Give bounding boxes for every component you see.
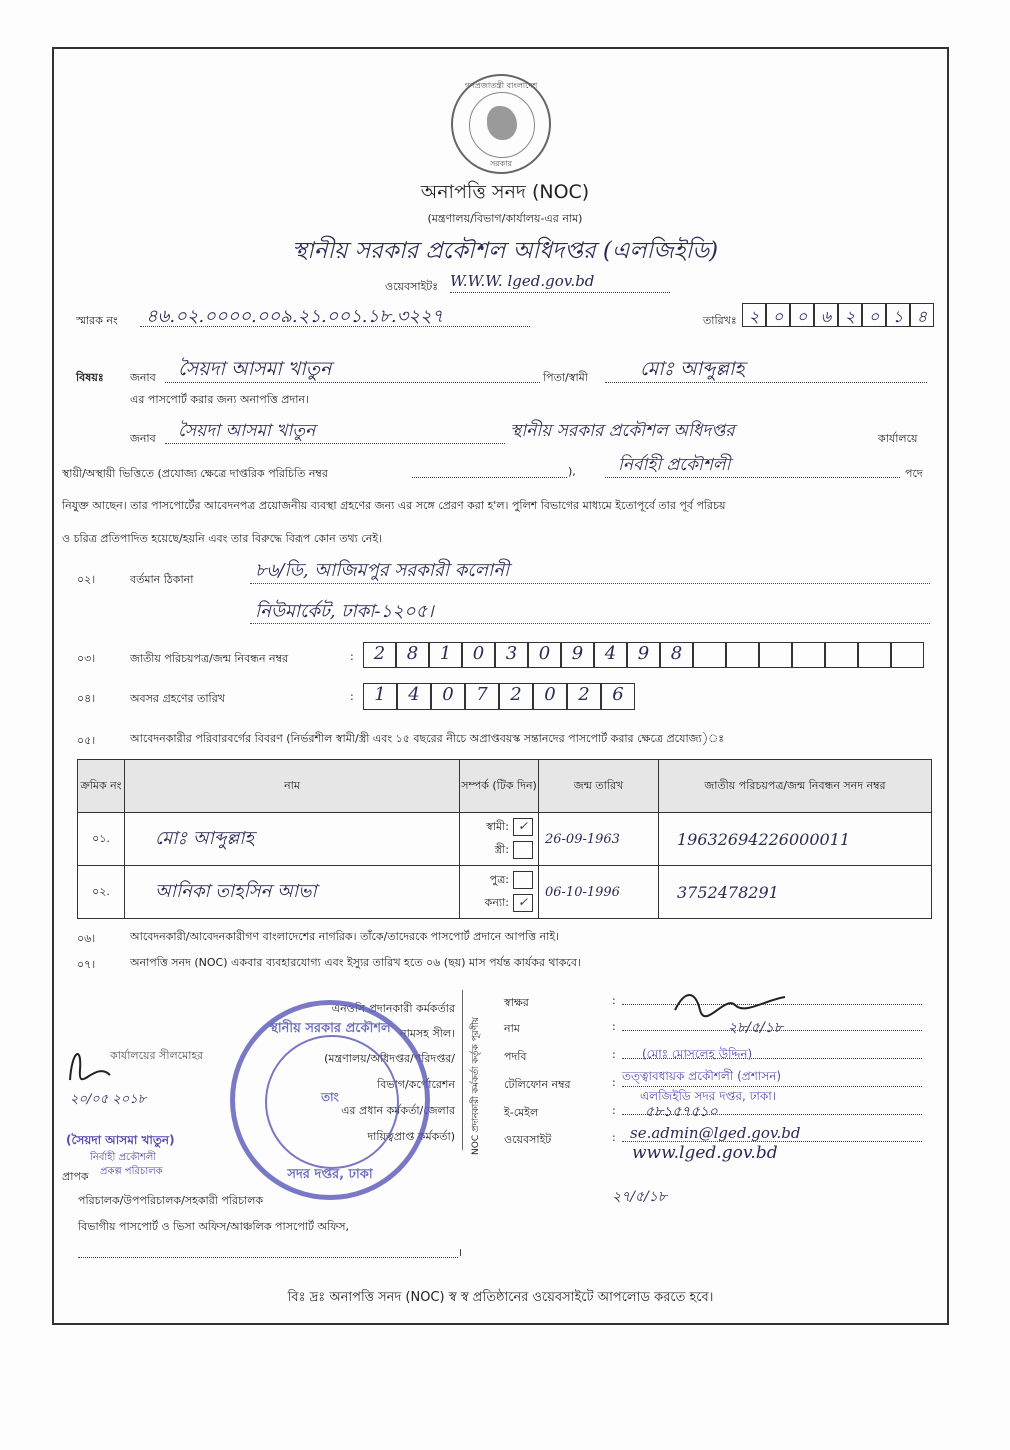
subject-label: বিষয়ঃ [76, 371, 104, 384]
nid-digit: 9 [627, 642, 660, 668]
document-subtitle: (মন্ত্রণালয়/বিভাগ/কার্যালয়-এর নাম) [427, 212, 583, 225]
family-table [77, 759, 932, 919]
table-row [78, 813, 932, 866]
retirement-date-boxes [363, 683, 635, 710]
row-dob: 26-09-1963 [539, 813, 659, 866]
item-07-label: অনাপত্তি সনদ (NOC) একবার ব্যবহারযোগ্য এবং ইস্যুর তারিখ হতে ০৬ (ছয়) মাস পর্যন্ত কার্যকর থাকবে। [130, 956, 581, 969]
issuer-line-3: (মন্ত্রণালয়/অধিদপ্তর/পরিদপ্তর/ [324, 1052, 455, 1065]
nid-digit [726, 642, 759, 668]
office-seal-label: কার্যালয়ের সীলমোহর [110, 1049, 204, 1062]
issuer-line-5: এর প্রধান কর্মকর্তা/জেলার [341, 1104, 455, 1117]
row-relation [460, 866, 539, 919]
website-label: ওয়েবসাইটঃ [385, 280, 439, 293]
field-signature-label: স্বাক্ষর [504, 996, 529, 1009]
address-line-1: ৮৬/ডি, আজিমপুর সরকারী কলোনী [255, 560, 510, 581]
header-nid: জাতীয় পরিচয়পত্র/জন্ম নিবন্ধন সনদ নম্বর [659, 760, 932, 813]
address-line-1-dots [250, 583, 930, 584]
body-office: স্থানীয় সরকার প্রকৌশল অধিদপ্তর [510, 421, 735, 441]
date-digit: ০ [862, 303, 886, 327]
nid-digit [891, 642, 924, 668]
family-table-header [78, 760, 932, 813]
nid-digit: 0 [528, 642, 561, 668]
date-digit: ০ [766, 303, 790, 327]
row-serial: ০১. [78, 813, 125, 866]
relation-son-checkbox[interactable] [513, 871, 533, 889]
recipient-label: প্রাপক [62, 1170, 89, 1183]
issuer-name-stamp: (মোঃ মোসলেহ উদ্দিন) [642, 1047, 753, 1061]
post-label: পদে [905, 467, 923, 480]
website-value: W.W.W. lged.gov.bd [450, 272, 595, 290]
item-02-label: বর্তমান ঠিকানা [130, 573, 194, 586]
document-title: অনাপত্তি সনদ (NOC) [420, 181, 590, 203]
retire-digit: 2 [499, 683, 533, 710]
header-serial: ক্রমিক নং [78, 760, 125, 813]
date-digit: ১ [886, 303, 910, 327]
address-line-2: নিউমার্কেট, ঢাকা-১২০৫। [255, 601, 434, 622]
date-label: তারিখঃ [703, 314, 737, 327]
applicant-designation-stamp: নির্বাহী প্রকৌশলী [90, 1152, 157, 1163]
relation-wife-label: স্ত্রী: [494, 843, 509, 856]
nid-digit: 1 [429, 642, 462, 668]
subject-name-line [165, 382, 540, 383]
item-04-label: অবসর গ্রহণের তারিখ [130, 692, 225, 705]
field-colon: : [612, 1104, 616, 1117]
field-colon: : [612, 994, 616, 1007]
item-05-label: আবেদনকারীর পরিবারবর্গের বিবরণ (নির্ভরশীল স্বামী/স্ত্রী এবং ১৫ বছরের নীচে অপ্রাপ্তবয়স্ক সন্তানদের পাসপোর্ট করার ক্ষেত্রে প্রযোজ্য)ঃ [130, 732, 725, 745]
issuer-divider [462, 990, 463, 1150]
row-name: আনিকা তাহসিন আভা [125, 866, 460, 919]
row-nid: 3752478291 [659, 866, 932, 919]
father-line [605, 382, 927, 383]
row-serial: ০২. [78, 866, 125, 919]
date-digit: ০ [790, 303, 814, 327]
row-dob: 06-10-1996 [539, 866, 659, 919]
stamp-center-text: তাং [321, 1090, 339, 1104]
address-line-2-dots [250, 623, 930, 624]
office-name: স্থানীয় সরকার প্রকৌশল অধিদপ্তর (এলজিইডি) [291, 238, 719, 264]
issuer-email: se.admin@lged.gov.bd [630, 1124, 801, 1142]
recipient-line-end: । [458, 1246, 463, 1259]
handwritten-note: ২৭/৫/১৮ [612, 1189, 667, 1205]
item-06-label: আবেদনকারী/আবেদনকারীগণ বাংলাদেশের নাগরিক। তাঁকে/তাদেরকে পাসপোর্ট প্রদানে আপত্তি নাই। [130, 930, 560, 943]
nid-digit: 9 [561, 642, 594, 668]
row-relation [460, 813, 539, 866]
footer-note: বিঃ দ্রঃ অনাপত্তি সনদ (NOC) স্ব স্ব প্রতিষ্ঠানের ওয়েবসাইটে আপলোড করতে হবে। [287, 1290, 714, 1305]
body-name-line [165, 443, 505, 444]
paren-close: ), [568, 465, 576, 478]
government-seal [451, 74, 551, 174]
memo-number: ৪৬.০২.০০০০.০০৯.২১.০০১.১৮.৩২২৭ [146, 306, 444, 327]
employment-basis: স্থায়ী/অস্থায়ী ভিত্তিতে (প্রযোজ্য ক্ষেত্রে দাপ্তরিক পরিচিতি নম্বর [62, 467, 328, 480]
relation-husband-checkbox[interactable]: ✓ [513, 818, 533, 836]
office-suffix: কার্যালয়ে [878, 432, 918, 445]
field-designation-label: পদবি [504, 1050, 527, 1063]
field-colon: : [612, 1076, 616, 1089]
date-digit: ২ [742, 303, 766, 327]
field-email-label: ই-মেইল [504, 1106, 539, 1119]
field-website-label: ওয়েবসাইট [504, 1133, 552, 1146]
retire-digit: 2 [567, 683, 601, 710]
item-03-number: ০৩। [77, 652, 96, 665]
seal-bottom-text: সরকার [489, 159, 512, 168]
official-round-stamp [230, 1000, 430, 1200]
header-dob: জন্ম তারিখ [539, 760, 659, 813]
item-03-label: জাতীয় পরিচয়পত্র/জন্ম নিবন্ধন নম্বর [130, 652, 289, 665]
date-boxes [742, 303, 934, 327]
stamp-bottom-text: সদর দপ্তর, ঢাকা [287, 1167, 373, 1182]
relation-wife-checkbox[interactable] [513, 841, 533, 859]
date-digit: ২ [838, 303, 862, 327]
table-row [78, 866, 932, 919]
retire-digit: 4 [397, 683, 431, 710]
id-number-line [412, 477, 567, 478]
recipient-line-1: পরিচালক/উপপরিচালক/সহকারী পরিচালক [78, 1194, 264, 1207]
father-label: পিতা/স্বামী [543, 371, 588, 384]
item-04-number: ০৪। [77, 692, 96, 705]
relation-daughter-label: কন্যা: [484, 896, 509, 909]
issuer-line-2: নামসহ সীল। [400, 1027, 455, 1040]
subject-name: সৈয়দা আসমা খাতুন [178, 358, 332, 380]
field-colon: : [612, 1020, 616, 1033]
designation: নির্বাহী প্রকৌশলী [618, 455, 731, 475]
body-line3: নিযুক্ত আছেন। তার পাসপোর্টের আবেদনপত্র প্রয়োজনীয় ব্যবস্থা গ্রহণের জন্য এর সঙ্গে প্রেরণ করা হ'ল। পুলিশ বিভাগের মাধ্যমে ইতোপূর্বে তার পূর্ব পরিচয় [62, 499, 726, 512]
nid-digit: 8 [660, 642, 693, 668]
nid-digit [825, 642, 858, 668]
item-07-number: ০৭। [77, 958, 96, 971]
father-value: মোঃ আব্দুল্লাহ [640, 358, 745, 380]
subject-purpose: এর পাসপোর্ট করার জন্য অনাপত্তি প্রদান। [130, 393, 309, 406]
header-name: নাম [125, 760, 460, 813]
relation-daughter-checkbox[interactable]: ✓ [513, 894, 533, 912]
seal-top-text: গণপ্রজাতন্ত্রী বাংলাদেশ [464, 81, 538, 90]
stamp-top-text: স্থানীয় সরকার প্রকৌশল [269, 1021, 391, 1036]
bangladesh-map-icon [487, 106, 517, 140]
body-line4: ও চরিত্র প্রতিপাদিত হয়েছে/হয়নি এবং তার বিরুদ্ধে বিরূপ কোন তথ্য নেই। [62, 532, 382, 545]
applicant-date: ২০/০৫ ২০১৮ [70, 1092, 147, 1107]
nid-digit: 2 [363, 642, 396, 668]
nid-digit: 8 [396, 642, 429, 668]
row-name: মোঃ আব্দুল্লাহ [125, 813, 460, 866]
retire-digit: 1 [363, 683, 397, 710]
designation-line [605, 477, 900, 478]
relation-son-label: পুত্র: [489, 873, 509, 886]
nid-digit [792, 642, 825, 668]
field-colon: : [612, 1048, 616, 1061]
issuer-office-stamp: এলজিইডি সদর দপ্তর, ঢাকা। [640, 1089, 777, 1103]
body-janab: জনাব [130, 432, 156, 445]
nid-digit [759, 642, 792, 668]
field-colon: : [612, 1131, 616, 1144]
retire-digit: 6 [601, 683, 635, 710]
nid-digit: 3 [495, 642, 528, 668]
nid-digit [858, 642, 891, 668]
nid-colon: : [350, 650, 354, 663]
applicant-name-stamp: (সৈয়দা আসমা খাতুন) [66, 1133, 175, 1147]
row-nid: 19632694226000011 [659, 813, 932, 866]
issuer-line-6: দায়িত্বপ্রাপ্ত কর্মকর্তা) [367, 1130, 455, 1143]
issuer-phone: ৫৮১৫৭৫১০ [645, 1104, 718, 1120]
field-phone-label: টেলিফোন নম্বর [504, 1078, 571, 1091]
website-dotted-line [450, 292, 670, 293]
date-digit: ৪ [910, 303, 934, 327]
retire-digit: 0 [431, 683, 465, 710]
nid-digit: 4 [594, 642, 627, 668]
issuer-vertical-note: NOC প্রদানকারী কর্মকর্তা কর্তৃক পূরণীয় [471, 1016, 481, 1155]
nid-boxes [363, 642, 924, 668]
date-digit: ৬ [814, 303, 838, 327]
applicant-signature [60, 1040, 120, 1095]
item-02-number: ০২। [77, 573, 96, 586]
retire-colon: : [350, 690, 354, 703]
retire-digit: 0 [533, 683, 567, 710]
issuer-line-4: বিভাগ/কর্পোরেশন [377, 1078, 455, 1091]
memo-label: স্মারক নং [76, 314, 118, 327]
nid-digit [693, 642, 726, 668]
item-06-number: ০৬। [77, 932, 96, 945]
memo-dotted-line [140, 326, 530, 327]
retire-digit: 7 [465, 683, 499, 710]
applicant-project-stamp: প্রকল্প পরিচালক [100, 1166, 163, 1177]
body-name: সৈয়দা আসমা খাতুন [178, 421, 316, 441]
field-name-label: নাম [504, 1022, 520, 1035]
issuer-website: www.lged.gov.bd [632, 1143, 778, 1163]
subject-janab: জনাব [130, 371, 156, 384]
recipient-line-2: বিভাগীয় পাসপোর্ট ও ভিসা অফিস/আঞ্চলিক পাসপোর্ট অফিস, [78, 1220, 349, 1233]
recipient-address-line [78, 1257, 458, 1258]
relation-husband-label: স্বামী: [486, 820, 509, 833]
item-05-number: ০৫। [77, 734, 96, 747]
issuer-line-1: এনওসি প্রদানকারী কর্মকর্তার [331, 1002, 455, 1015]
signature-date: ২৮/৫/১৮ [728, 1020, 783, 1036]
header-relation: সম্পর্ক (টিক দিন) [460, 760, 539, 813]
nid-digit: 0 [462, 642, 495, 668]
issuer-designation-stamp: তত্ত্বাবধায়ক প্রকৌশলী (প্রশাসন) [622, 1069, 782, 1083]
